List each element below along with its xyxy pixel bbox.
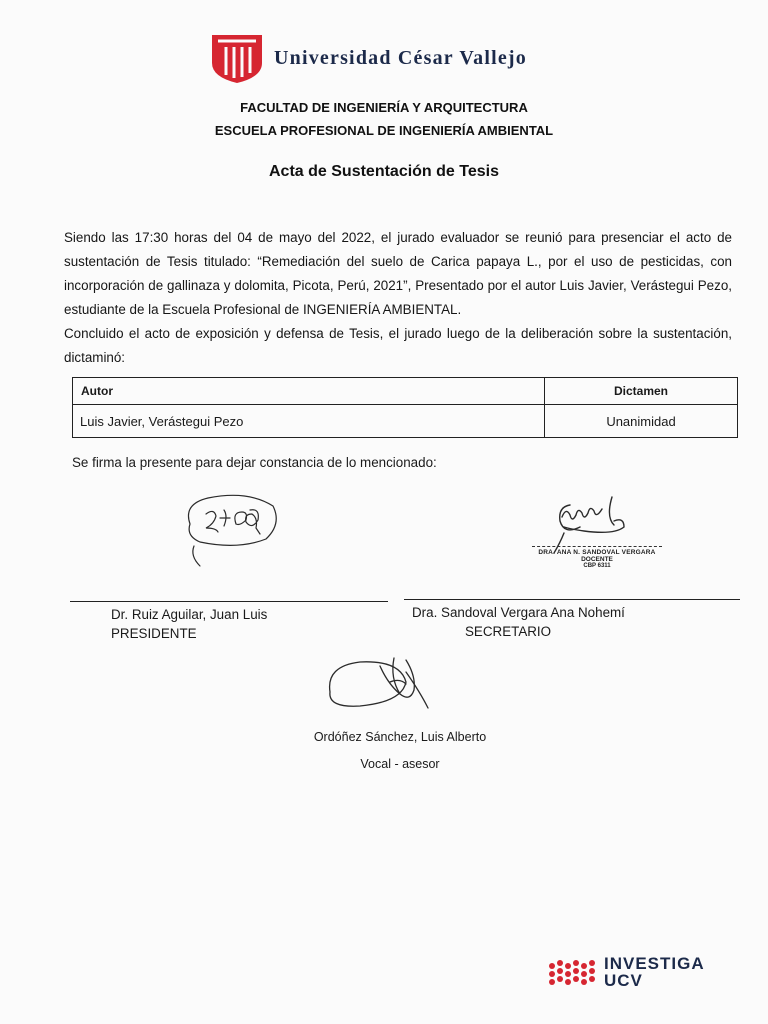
cell-verdict: Unanimidad: [545, 405, 738, 438]
investiga-text: [604, 955, 705, 989]
investiga-line-1: INVESTIGA: [604, 954, 705, 973]
column-header-author: Autor: [73, 378, 545, 405]
school-name: ESCUELA PROFESIONAL DE INGENIERÍA AMBIENTAL: [214, 123, 554, 138]
investiga-line-2: UCV: [604, 971, 643, 990]
table-row: [73, 405, 738, 438]
verdict-table: [72, 377, 738, 438]
closing-statement: Se firma la presente para dejar constancia de lo mencionado:: [72, 455, 437, 470]
body-paragraph-1: Siendo las 17:30 horas del 04 de mayo del 2022, el jurado evaluador se reunió para presenciar el acto de sustentación de Tesis titulado: “Remediación del suelo de Carica papaya L., por el uso de pesticidas, con incorporación de gallinaza y dolomita, Picota, Perú, 2021”, Presentado por el autor Luis Javier, Verástegui Pezo, estudiante de la Escuela Profesional de INGENIERÍA AMBIENTAL.: [64, 230, 732, 317]
secretary-role: SECRETARIO: [465, 624, 552, 639]
secretary-stamp: [532, 546, 662, 569]
secretary-signature-line: [404, 599, 740, 600]
president-signature-line: [70, 601, 388, 602]
body-paragraph-2: Concluido el acto de exposición y defensa de Tesis, el jurado luego de la deliberación sobre la sustentación, dictaminó:: [64, 326, 732, 365]
ucv-shield-icon: [210, 33, 264, 85]
vocal-signature-icon: [320, 652, 440, 718]
table-header-row: [73, 378, 738, 405]
university-logo: [210, 33, 580, 85]
vocal-name: Ordóñez Sánchez, Luis Alberto: [313, 730, 487, 744]
president-name: Dr. Ruiz Aguilar, Juan Luis: [111, 607, 268, 622]
document-title: Acta de Sustentación de Tesis: [269, 163, 499, 180]
university-name: Universidad César Vallejo: [274, 47, 527, 69]
president-signature-icon: [178, 484, 288, 574]
secretary-name: Dra. Sandoval Vergara Ana Nohemí: [412, 605, 625, 620]
vocal-role: Vocal - asesor: [360, 757, 440, 771]
stamp-line-2: DOCENTE: [581, 556, 613, 563]
investiga-ucv-logo: [548, 955, 728, 995]
president-role: PRESIDENTE: [111, 626, 197, 641]
investiga-dots-icon: [548, 959, 600, 987]
document-body: [64, 226, 732, 370]
stamp-line-3: CBP 6311: [583, 563, 611, 569]
faculty-name: FACULTAD DE INGENIERÍA Y ARQUITECTURA: [240, 100, 528, 115]
column-header-verdict: Dictamen: [545, 378, 738, 405]
stamp-line-1: DRA. ANA N. SANDOVAL VERGARA: [532, 546, 662, 556]
cell-author: Luis Javier, Verástegui Pezo: [73, 405, 545, 438]
